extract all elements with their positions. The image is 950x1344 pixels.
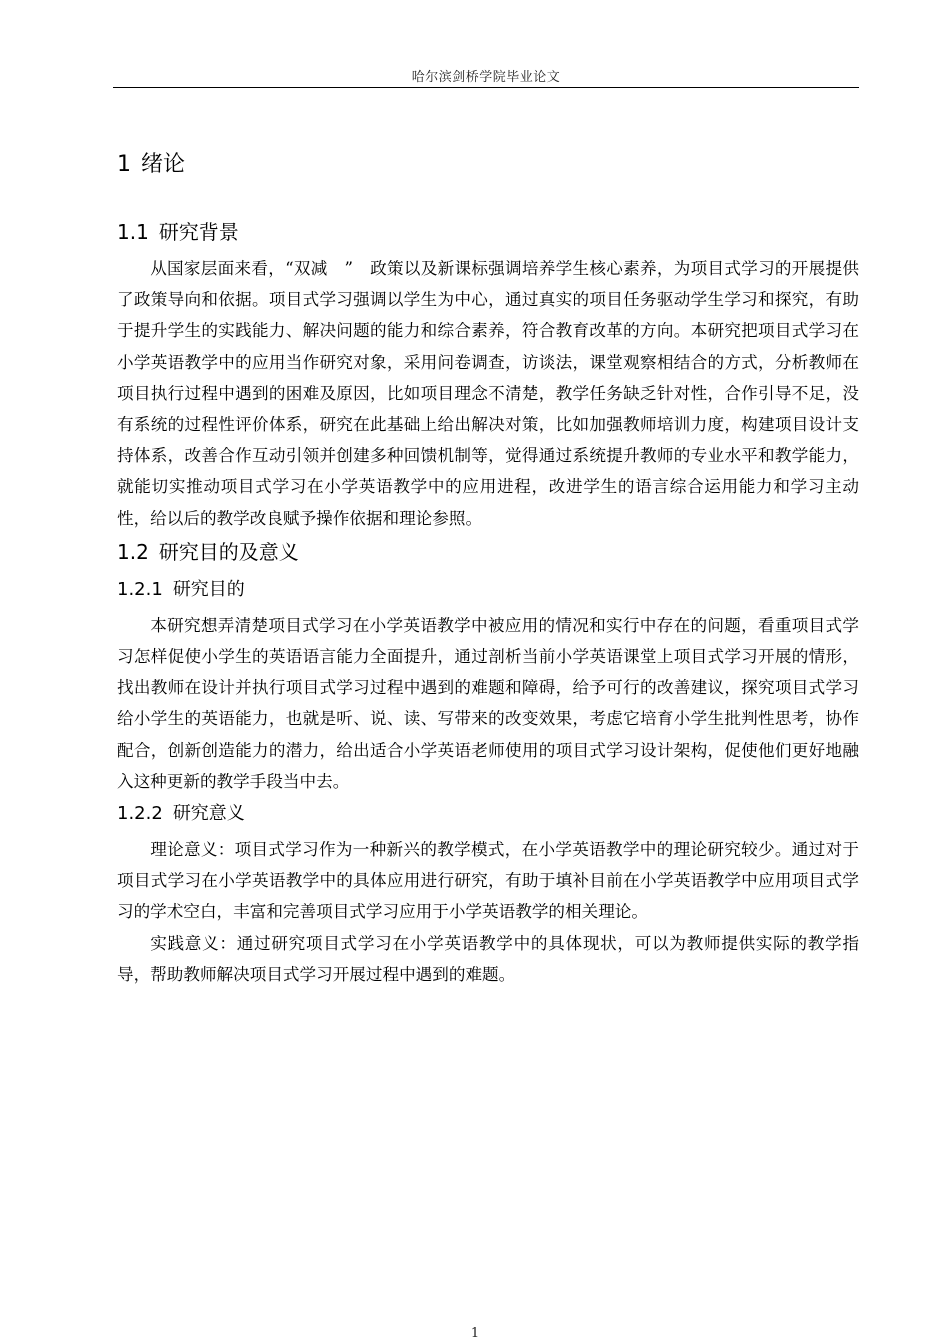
section-number: 1.1 (117, 220, 149, 244)
section-heading-1-1 (117, 214, 859, 250)
subsection-title: 研究目的 (172, 578, 245, 600)
paragraph-research-background: 从国家层面来看，“双减 ” 政策以及新课标强调培养学生核心素养，为项目式学习的开展提供了政策导向和依据。项目式学习强调以学生为中心，通过真实的项目任务驱动学生学习和探究，有助于提升学生的实践能力、解决问题的能力和综合素养，符合教育改革的方向。本研究把项目式学习在小学英语教学中的应用当作研究对象，采用问卷调查，访谈法，课堂观察相结合的方式，分析教师在项目执行过程中遇到的困难及原因，比如项目理念不清楚，教学任务缺乏针对性，合作引导不足，没有系统的过程性评价体系，研究在此基础上给出解决对策，比如加强教师培训力度，构建项目设计支持体系，改善合作互动引领并创建多种回馈机制等，觉得通过系统提升教师的专业水平和教学能力，就能切实推动项目式学习在小学英语教学中的应用进程，改进学生的语言综合运用能力和学习主动性，给以后的教学改良赋予操作依据和理论参照。 (117, 259, 859, 528)
subsection-heading-1-2-2 (117, 797, 859, 831)
paragraph-research-purpose: 本研究想弄清楚项目式学习在小学英语教学中被应用的情况和实行中存在的问题，看重项目式学习怎样促使小学生的英语语言能力全面提升，通过剖析当前小学英语课堂上项目式学习开展的情形，找出教师在设计并执行项目式学习过程中遇到的难题和障碍，给予可行的改善建议，探究项目式学习给小学生的英语能力，也就是听、说、读、写带来的改变效果，考虑它培育小学生批判性思考，协作配合，创新创造能力的潜力，给出适合小学英语老师使用的项目式学习设计架构，促使他们更好地融入这种更新的教学手段当中去。 (117, 615, 859, 791)
chapter-number: 1 (117, 152, 131, 177)
page-number: 1 (470, 1326, 480, 1341)
subsection-heading-1-2-1 (117, 573, 859, 607)
section-heading-1-2 (117, 534, 859, 570)
subsection-number: 1.2.2 (117, 803, 163, 825)
section-title: 研究目的及意义 (158, 539, 299, 564)
running-header: 哈尔滨剑桥学院毕业论文 (411, 70, 561, 85)
subsection-title: 研究意义 (172, 803, 245, 825)
paragraph-practical-significance: 实践意义：通过研究项目式学习在小学英语教学中的具体现状，可以为教师提供实际的教学指导，帮助教师解决项目式学习开展过程中遇到的难题。 (117, 933, 859, 984)
subsection-number: 1.2.1 (117, 578, 163, 600)
chapter-title: 绪论 (141, 152, 186, 177)
paragraph-theoretical-significance: 理论意义：项目式学习作为一种新兴的教学模式，在小学英语教学中的理论研究较少。通过对于项目式学习在小学英语教学中的具体应用进行研究，有助于填补目前在小学英语教学中应用项目式学习的学术空白，丰富和完善项目式学习应用于小学英语教学的相关理论。 (117, 840, 859, 922)
header-divider (113, 87, 859, 88)
document-body (117, 145, 859, 990)
chapter-heading (117, 145, 859, 185)
section-title: 研究背景 (158, 220, 239, 244)
section-number: 1.2 (117, 539, 149, 564)
